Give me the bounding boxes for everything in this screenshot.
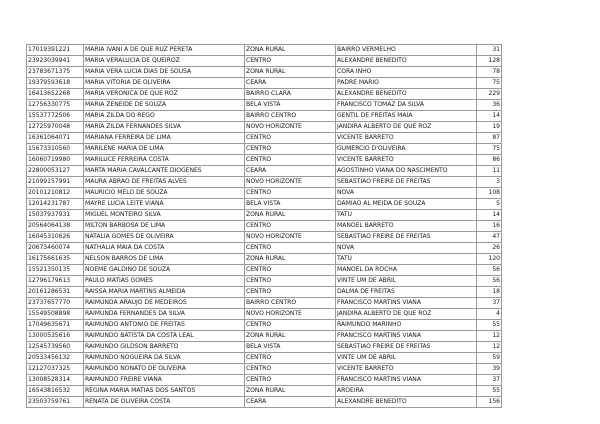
street-cell: FRANCISCO MARTINS VIANA <box>336 298 477 309</box>
table-row <box>27 78 502 89</box>
table-row <box>27 265 502 276</box>
number-cell: 16 <box>477 221 502 232</box>
id-cell: 23923039941 <box>27 56 84 67</box>
neighborhood-cell: ZONA RURAL <box>245 254 336 265</box>
number-cell: 47 <box>477 232 502 243</box>
table-row <box>27 309 502 320</box>
table-row <box>27 232 502 243</box>
id-cell: 12725970048 <box>27 122 84 133</box>
street-cell: SEBASTIAO FREIRE DE FREITAS <box>336 177 477 188</box>
neighborhood-cell: NOVO HORIZONTE <box>245 309 336 320</box>
name-cell: MILTON BARBOSA DE LIMA <box>84 221 245 232</box>
neighborhood-cell: NOVO HORIZONTE <box>245 122 336 133</box>
table-row <box>27 67 502 78</box>
id-cell: 23737657770 <box>27 298 84 309</box>
name-cell: RAIMUNDO GILDSON BARRETO <box>84 342 245 353</box>
number-cell: 59 <box>477 353 502 364</box>
neighborhood-cell: CENTRO <box>245 375 336 386</box>
neighborhood-cell: CENTRO <box>245 56 336 67</box>
name-cell: MAYRE LUCIA LEITE VIANA <box>84 199 245 210</box>
number-cell: 56 <box>477 276 502 287</box>
name-cell: RAIMUNDO ANTONIO DE FREITAS <box>84 320 245 331</box>
id-cell: 16543816532 <box>27 386 84 397</box>
table-row <box>27 353 502 364</box>
street-cell: AROEIRA <box>336 386 477 397</box>
number-cell: 75 <box>477 78 502 89</box>
number-cell: 55 <box>477 320 502 331</box>
neighborhood-cell: CENTRO <box>245 353 336 364</box>
neighborhood-cell: BELA VISTA <box>245 100 336 111</box>
id-cell: 20533456132 <box>27 353 84 364</box>
id-cell: 16175661635 <box>27 254 84 265</box>
number-cell: 156 <box>477 397 502 408</box>
table-row <box>27 364 502 375</box>
id-cell: 20564064138 <box>27 221 84 232</box>
table-row <box>27 177 502 188</box>
street-cell: PADRE MARIO <box>336 78 477 89</box>
name-cell: MARIA ZILDA FERNANDES SILVA <box>84 122 245 133</box>
table-row <box>27 122 502 133</box>
number-cell: 37 <box>477 375 502 386</box>
name-cell: PAULO MATIAS GOMES <box>84 276 245 287</box>
id-cell: 19379593618 <box>27 78 84 89</box>
name-cell: MARIA VERA LUCIA DIAS DE SOUSA <box>84 67 245 78</box>
number-cell: 36 <box>477 100 502 111</box>
name-cell: NOEME GALDINO DE SOUZA <box>84 265 245 276</box>
neighborhood-cell: CENTRO <box>245 364 336 375</box>
neighborhood-cell: CENTRO <box>245 221 336 232</box>
id-cell: 12796179613 <box>27 276 84 287</box>
street-cell: SEBASTIAO FREIRE DE FREITAS <box>336 342 477 353</box>
number-cell: 12 <box>477 342 502 353</box>
id-cell: 12014231787 <box>27 199 84 210</box>
number-cell: 31 <box>477 45 502 56</box>
number-cell: 11 <box>477 166 502 177</box>
street-cell: GENTIL DE FREITAS MAIA <box>336 111 477 122</box>
number-cell: 18 <box>477 287 502 298</box>
number-cell: 120 <box>477 254 502 265</box>
table-row <box>27 100 502 111</box>
neighborhood-cell: CENTRO <box>245 276 336 287</box>
street-cell: JANDIRA ALBERTO DE QUE ROZ <box>336 122 477 133</box>
id-cell: 16361064071 <box>27 133 84 144</box>
neighborhood-cell: CEARA <box>245 166 336 177</box>
number-cell: 86 <box>477 155 502 166</box>
id-cell: 15037937931 <box>27 210 84 221</box>
table-row <box>27 397 502 408</box>
street-cell: TATU <box>336 254 477 265</box>
name-cell: RAIMUNDO BATISTA DA COSTA LEAL <box>84 331 245 342</box>
neighborhood-cell: NOVO HORIZONTE <box>245 232 336 243</box>
name-cell: MAURICIO MELO DE SOUZA <box>84 188 245 199</box>
neighborhood-cell: CENTRO <box>245 133 336 144</box>
street-cell: AGOSTINHO VIANA DO NASCIMENTO <box>336 166 477 177</box>
number-cell: 56 <box>477 265 502 276</box>
id-cell: 20101210812 <box>27 188 84 199</box>
number-cell: 128 <box>477 56 502 67</box>
table-row <box>27 166 502 177</box>
name-cell: MIGUEL MONTEIRO SILVA <box>84 210 245 221</box>
name-cell: MARIA ZILDA DO REGO <box>84 111 245 122</box>
street-cell: JANDIRA ALBERTO DE QUE ROZ <box>336 309 477 320</box>
number-cell: 229 <box>477 89 502 100</box>
number-cell: 75 <box>477 144 502 155</box>
number-cell: 78 <box>477 67 502 78</box>
neighborhood-cell: BAIRRO CENTRO <box>245 111 336 122</box>
id-cell: 16413652268 <box>27 89 84 100</box>
id-cell: 13008528314 <box>27 375 84 386</box>
number-cell: 37 <box>477 298 502 309</box>
table-row <box>27 155 502 166</box>
voter-table-body <box>27 45 502 408</box>
id-cell: 15521350135 <box>27 265 84 276</box>
neighborhood-cell: ZONA RURAL <box>245 210 336 221</box>
table-row <box>27 287 502 298</box>
table-row <box>27 89 502 100</box>
name-cell: MARILENE MARIA DE LIMA <box>84 144 245 155</box>
number-cell: 26 <box>477 243 502 254</box>
name-cell: RAIMUNDO NONATO DE OLIVEIRA <box>84 364 245 375</box>
name-cell: RAIMUNDO FREIRE VIANA <box>84 375 245 386</box>
neighborhood-cell: ZONA RURAL <box>245 331 336 342</box>
table-row <box>27 221 502 232</box>
number-cell: 12 <box>477 331 502 342</box>
id-cell: 20673460074 <box>27 243 84 254</box>
number-cell: 4 <box>477 309 502 320</box>
name-cell: MARIA VERONICA DE QUE ROZ <box>84 89 245 100</box>
neighborhood-cell: CENTRO <box>245 188 336 199</box>
table-row <box>27 210 502 221</box>
neighborhood-cell: BAIRRO CENTRO <box>245 298 336 309</box>
id-cell: 16060719980 <box>27 155 84 166</box>
name-cell: REGINA MARIA MATIAS DOS SANTOS <box>84 386 245 397</box>
street-cell: FRANCISCO MARTINS VIANA <box>336 331 477 342</box>
table-row <box>27 375 502 386</box>
name-cell: RAIMUNDA ARAUJO DE MEDEIROS <box>84 298 245 309</box>
street-cell: VINTE UM DE ABRIL <box>336 276 477 287</box>
street-cell: ALEXANDRE BENEDITO <box>336 56 477 67</box>
number-cell: 5 <box>477 199 502 210</box>
id-cell: 23783671375 <box>27 67 84 78</box>
table-row <box>27 188 502 199</box>
street-cell: ALEXANDRE BENEDITO <box>336 397 477 408</box>
street-cell: VICENTE BARRETO <box>336 364 477 375</box>
number-cell: 14 <box>477 111 502 122</box>
neighborhood-cell: NOVO HORIZONTE <box>245 177 336 188</box>
number-cell: 87 <box>477 133 502 144</box>
street-cell: SEBASTIAO FREIRE DE FREITAS <box>336 232 477 243</box>
name-cell: MARIA VITORIA DE OLIVEIRA <box>84 78 245 89</box>
id-cell: 12127037325 <box>27 364 84 375</box>
name-cell: NELSON BARROS DE LIMA <box>84 254 245 265</box>
neighborhood-cell: CENTRO <box>245 320 336 331</box>
street-cell: VICENTE BARRETO <box>336 133 477 144</box>
name-cell: MARILUCE FERREIRA COSTA <box>84 155 245 166</box>
id-cell: 16045310626 <box>27 232 84 243</box>
name-cell: MARIANA FERREIRA DE LIMA <box>84 133 245 144</box>
number-cell: 39 <box>477 364 502 375</box>
name-cell: MARIA VERALUCIA DE QUEIROZ <box>84 56 245 67</box>
table-row <box>27 199 502 210</box>
number-cell: 14 <box>477 210 502 221</box>
neighborhood-cell: CENTRO <box>245 265 336 276</box>
table-row <box>27 144 502 155</box>
table-row <box>27 56 502 67</box>
name-cell: RAIMUNDA FERNANDES DA SILVA <box>84 309 245 320</box>
street-cell: DALMA DE FREITAS <box>336 287 477 298</box>
table-row <box>27 298 502 309</box>
street-cell: MANOEL BARRETO <box>336 221 477 232</box>
number-cell: 19 <box>477 122 502 133</box>
name-cell: RENATA DE OLIVEIRA COSTA <box>84 397 245 408</box>
table-row <box>27 133 502 144</box>
id-cell: 15549508898 <box>27 309 84 320</box>
street-cell: FRANCISCO MARTINS VIANA <box>336 375 477 386</box>
table-row <box>27 276 502 287</box>
street-cell: TATU <box>336 210 477 221</box>
id-cell: 21099157991 <box>27 177 84 188</box>
neighborhood-cell: CENTRO <box>245 144 336 155</box>
street-cell: NOVA <box>336 188 477 199</box>
street-cell: BAIRRO VERMELHO <box>336 45 477 56</box>
name-cell: MARIA ZENEIDE DE SOUZA <box>84 100 245 111</box>
neighborhood-cell: CENTRO <box>245 243 336 254</box>
neighborhood-cell: CEARA <box>245 397 336 408</box>
name-cell: MARTA MARIA CAVALCANTE DIOGENES <box>84 166 245 177</box>
table-row <box>27 254 502 265</box>
table-row <box>27 320 502 331</box>
name-cell: MAURA ABRAO DE FREITAS ALVES <box>84 177 245 188</box>
id-cell: 15673310560 <box>27 144 84 155</box>
id-cell: 13000535616 <box>27 331 84 342</box>
id-cell: 20161286531 <box>27 287 84 298</box>
neighborhood-cell: BAIRRO CLARA <box>245 89 336 100</box>
street-cell: DAMIAO AL MEIDA DE SOUZA <box>336 199 477 210</box>
name-cell: RAIMUNDO NOGUEIRA DA SILVA <box>84 353 245 364</box>
street-cell: VICENTE BARRETO <box>336 155 477 166</box>
table-row <box>27 243 502 254</box>
street-cell: CORA INHO <box>336 67 477 78</box>
table-row <box>27 45 502 56</box>
id-cell: 12545739560 <box>27 342 84 353</box>
street-cell: FRANCISCO TOMAZ DA SILVA <box>336 100 477 111</box>
neighborhood-cell: ZONA RURAL <box>245 67 336 78</box>
neighborhood-cell: CENTRO <box>245 287 336 298</box>
id-cell: 17049635671 <box>27 320 84 331</box>
number-cell: 108 <box>477 188 502 199</box>
name-cell: NATALIA GOMES DE OLIVEIRA <box>84 232 245 243</box>
neighborhood-cell: CEARA <box>245 78 336 89</box>
id-cell: 15537772506 <box>27 111 84 122</box>
neighborhood-cell: ZONA RURAL <box>245 45 336 56</box>
voter-table <box>26 44 502 408</box>
neighborhood-cell: CENTRO <box>245 155 336 166</box>
street-cell: MANOEL DA ROCHA <box>336 265 477 276</box>
table-row <box>27 111 502 122</box>
table-row <box>27 342 502 353</box>
number-cell: 55 <box>477 386 502 397</box>
street-cell: NOVA <box>336 243 477 254</box>
street-cell: GUMERCIO D'OLIVEIRA <box>336 144 477 155</box>
neighborhood-cell: BELA VISTA <box>245 342 336 353</box>
street-cell: RAIMUNDO MARINHO <box>336 320 477 331</box>
name-cell: NATHALIA MAIA DA COSTA <box>84 243 245 254</box>
neighborhood-cell: BELA VISTA <box>245 199 336 210</box>
id-cell: 17019391221 <box>27 45 84 56</box>
table-row <box>27 386 502 397</box>
name-cell: MARIA IVANI A DE QUE RUZ PERETA <box>84 45 245 56</box>
street-cell: ALEXANDRE BENEDITO <box>336 89 477 100</box>
id-cell: 22800053127 <box>27 166 84 177</box>
id-cell: 12756330775 <box>27 100 84 111</box>
id-cell: 23503759761 <box>27 397 84 408</box>
name-cell: RAISSA MARIA MARTINS ALMEIDA <box>84 287 245 298</box>
number-cell: 3 <box>477 177 502 188</box>
table-row <box>27 331 502 342</box>
street-cell: VINTE UM DE ABRIL <box>336 353 477 364</box>
neighborhood-cell: ZONA RURAL <box>245 386 336 397</box>
